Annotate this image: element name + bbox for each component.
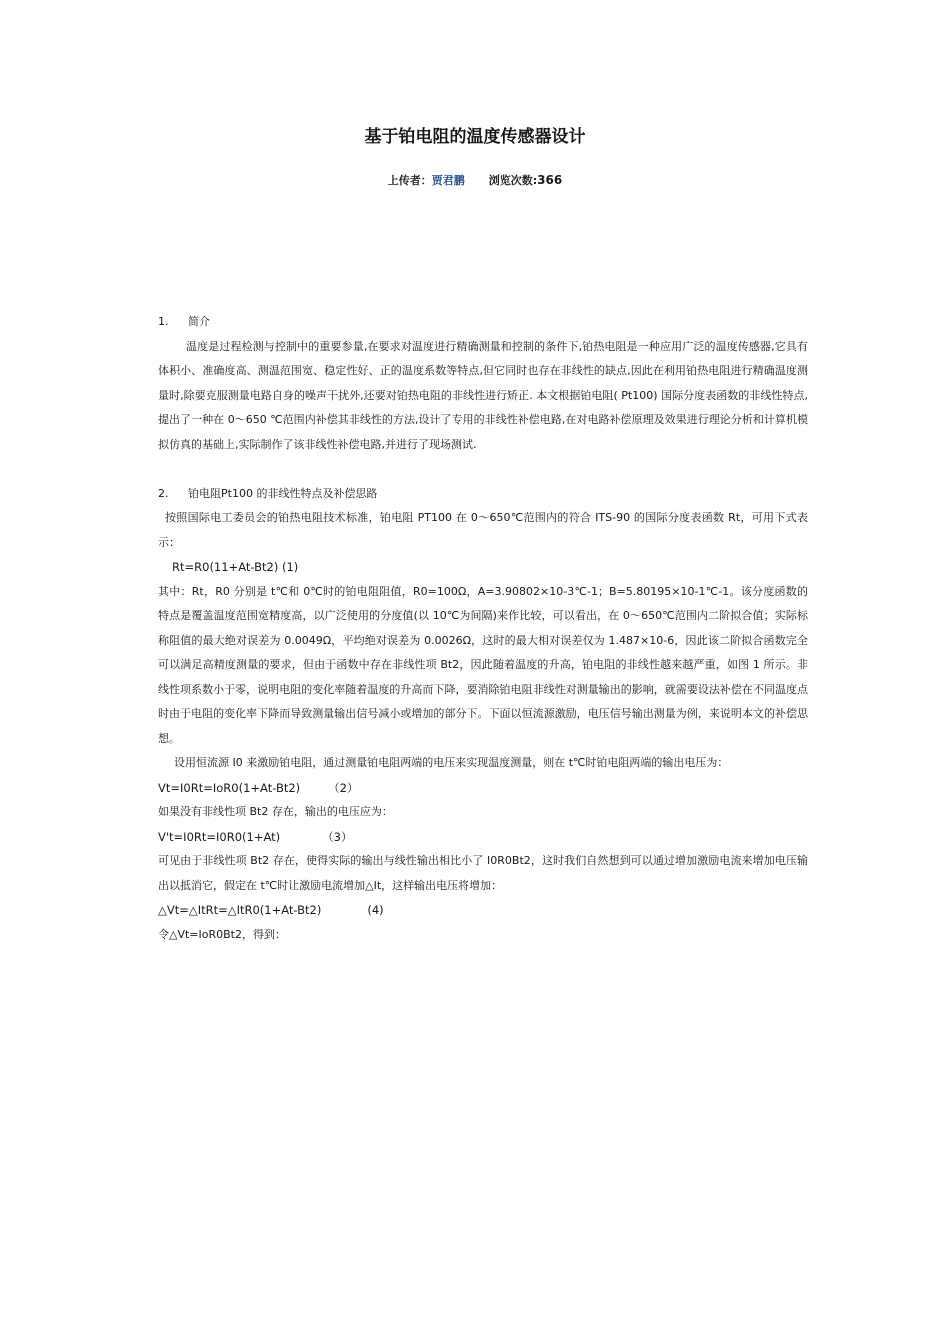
- paragraph: 令△Vt=IoR0Bt2，得到：: [158, 927, 286, 941]
- formula-3-tag: （3）: [322, 829, 353, 844]
- formula-4-tag: (4): [367, 903, 384, 917]
- uploader-name-link[interactable]: 贾君鹏: [431, 174, 465, 187]
- document-body: [158, 310, 808, 947]
- views-count: 366: [537, 173, 563, 187]
- paragraph: 按照国际电工委员会的铂热电阻技术标准，铂电阻 PT100 在 0～650℃范围内的符合 ITS-90 的国际分度表函数 Rt，可用下式表示：: [158, 511, 808, 549]
- formula-2-tag: （2）: [328, 780, 359, 795]
- formula-2: [158, 776, 808, 801]
- paragraph: 温度是过程检测与控制中的重要参量,在要求对温度进行精确测量和控制的条件下,铂热电阻是一种应用广泛的温度传感器,它具有体积小、准确度高、测温范围宽、稳定性好、正的温度系数等特点,但它同时也存在非线性的缺点,因此在利用铂热电阻进行精确温度测量时,除要克服测量电路自身的噪声干扰外,还要对铂热电阻的非线性进行矫正. 本文根据铂电阻( Pt100) 国际分度表函数的非线性特点,提出了一种在 0～650 ℃范围内补偿其非线性的方法,设计了专用的非线性补偿电路,在对电路补偿原理及效果进行理论分析和计算机模拟仿真的基础上,实际制作了该非线性补偿电路,并进行了现场测试.: [158, 339, 808, 451]
- section-title: 铂电阻Pt100 的非线性特点及补偿思路: [188, 486, 378, 500]
- paragraph: 如果没有非线性项 Bt2 存在，输出的电压应为：: [158, 805, 393, 818]
- formula-1: Rt=R0(11+At-Bt2) (1): [172, 560, 299, 574]
- paragraph: 可见由于非线性项 Bt2 存在，使得实际的输出与线性输出相比小了 I0R0Bt2，这时我们自然想到可以通过增加激励电流来增加电压输出以抵消它，假定在 t℃时让激励电流增加△It，这样输出电压将增加：: [158, 854, 808, 892]
- section-title: 简介: [188, 315, 210, 328]
- formula-4: [158, 898, 808, 923]
- formula-4-text: △Vt=△ItRt=△ItR0(1+At-Bt2): [158, 903, 322, 917]
- document-meta: [0, 172, 950, 189]
- section-heading: [158, 310, 808, 335]
- uploader-label: 上传者：: [387, 174, 432, 187]
- section-heading: [158, 482, 808, 507]
- section-number: 2.: [158, 486, 169, 500]
- views-label: 浏览次数:: [488, 174, 538, 187]
- paragraph: 其中：Rt，R0 分别是 t℃和 0℃时的铂电阻阻值，R0=100Ω，A=3.90802×10-3℃-1；B=5.80195×10-1℃-1。该分度函数的特点是覆盖温度范围宽精度高，以广泛使用的分度值(以 10℃为间隔)来作比较，可以看出，在 0～650℃范围内二阶拟合值；实际标称阻值的最大绝对误差为 0.0049Ω，平均绝对误差为 0.0026Ω，这时的最大相对误差仅为 1.487×10-6，因此该二阶拟合函数完全可以满足高精度测量的要求，但由于函数中存在非线性项 Bt2，因此随着温度的升高，铂电阻的非线性越来越严重，如图 1 所示。非线性项系数小于零，说明电阻的变化率随着温度的升高而下降，要消除铂电阻非线性对测量输出的影响，就需要设法补偿在不同温度点时由于电阻的变化率下降而导致测量输出信号减小或增加的部分下。下面以恒流源激励，电压信号输出测量为例，来说明本文的补偿思想。: [158, 584, 808, 745]
- paragraph: 设用恒流源 I0 来激励铂电阻，通过测量铂电阻两端的电压来实现温度测量，则在 t℃时铂电阻两端的输出电压为：: [174, 756, 729, 769]
- document-title: 基于铂电阻的温度传感器设计: [364, 127, 586, 147]
- formula-3-text: V't=I0Rt=I0R0(1+At): [158, 829, 281, 844]
- formula-2-text: Vt=I0Rt=IoR0(1+At-Bt2): [158, 780, 301, 795]
- section-number: 1.: [158, 315, 169, 328]
- formula-3: [158, 825, 808, 850]
